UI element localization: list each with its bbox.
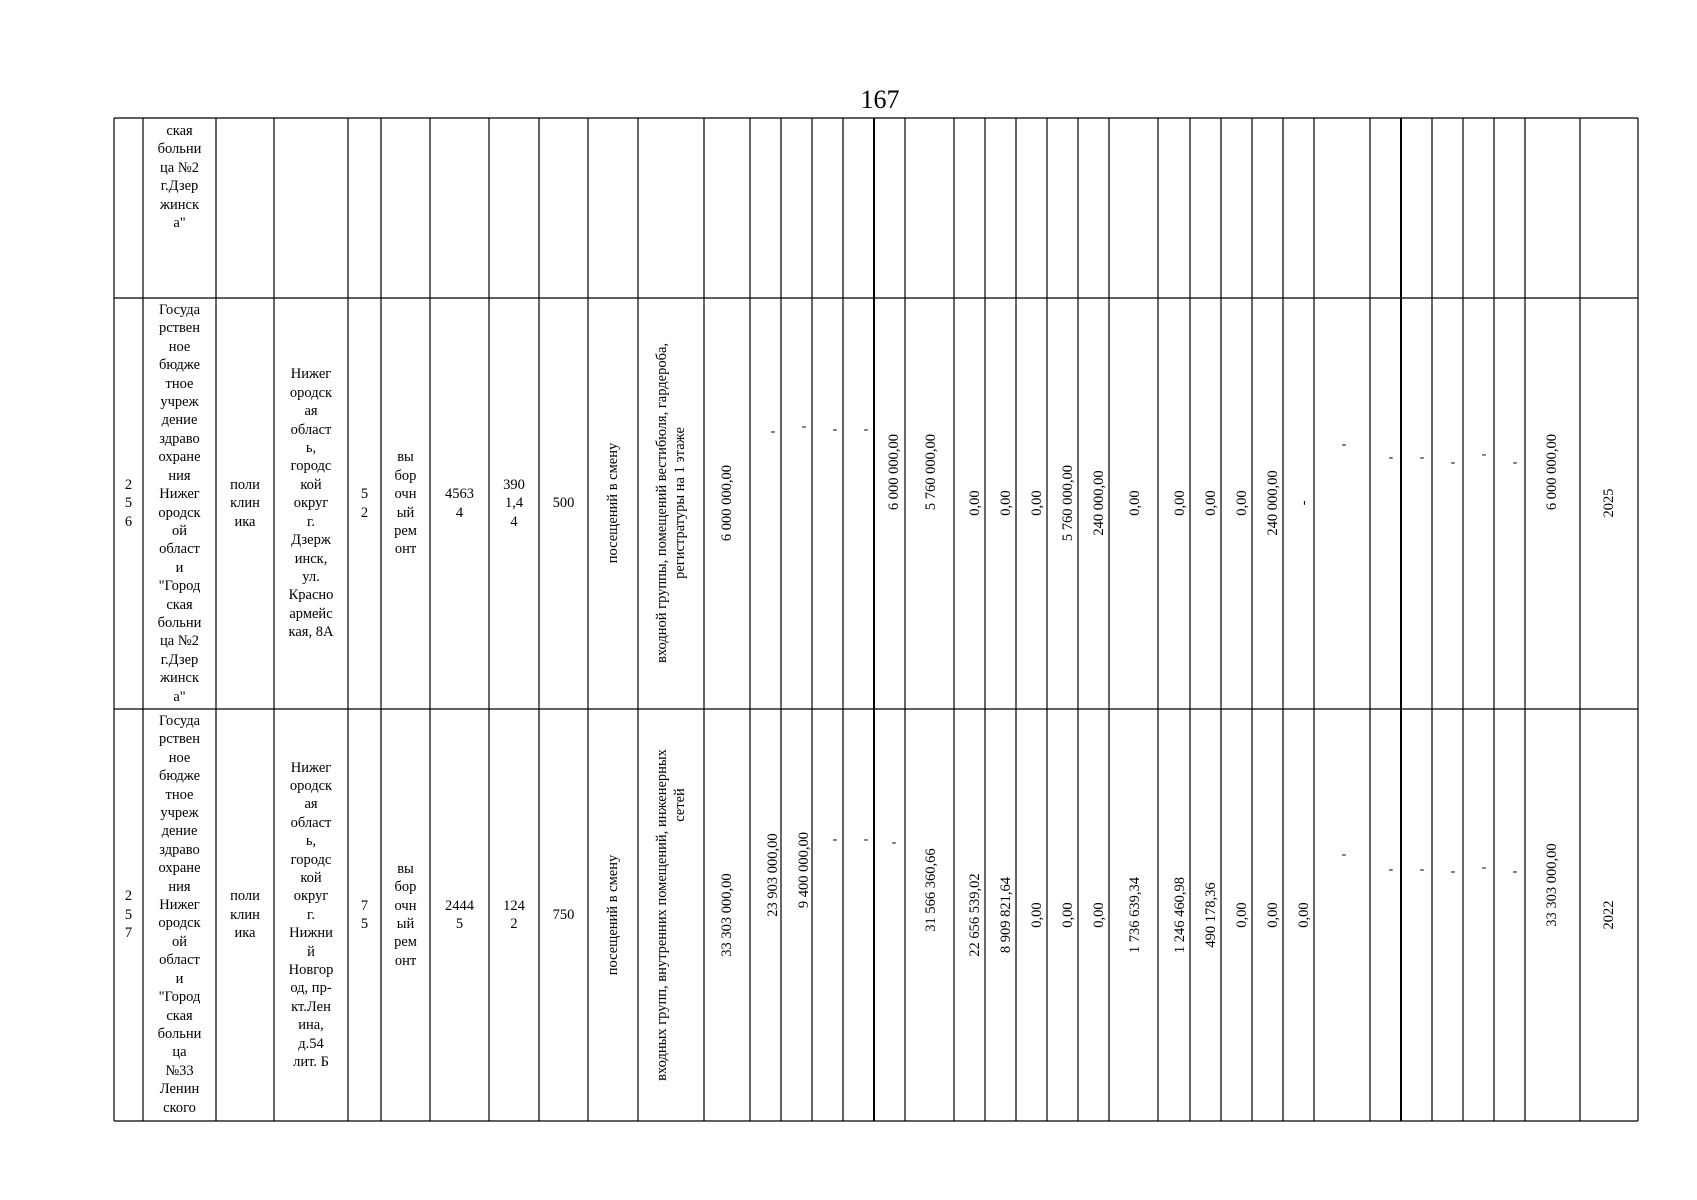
value-cell: - [1388, 862, 1394, 877]
repair-area: 124 2 [503, 897, 525, 932]
object-number: 7 5 [360, 897, 369, 932]
value-cell: 33 303 000,00 [1544, 843, 1560, 927]
address: Нижег ородск ая област ь, городс кой округ г. Нижни й Новгор од, пр- кт.Лен ина, д.54 лит. Б [288, 759, 334, 1071]
value-cell: - [1419, 450, 1425, 465]
value-cell: - [863, 422, 869, 437]
value-cell: 22 656 539,02 [967, 873, 983, 957]
capacity: 750 [552, 906, 575, 923]
value-cell: - [1341, 847, 1347, 862]
value-cell: - [1481, 860, 1487, 875]
object-type: поли клин ика [230, 888, 260, 942]
row-number: 2 5 7 [124, 888, 133, 942]
year: 2025 [1601, 488, 1617, 518]
value-cell: 0,00 [1234, 490, 1250, 516]
repair-area: 390 1,4 4 [503, 476, 525, 530]
value-cell: - [1512, 864, 1518, 879]
value-cell: 1 736 639,34 [1127, 876, 1143, 954]
value-cell: 9 400 000,00 [796, 831, 812, 909]
value-cell: 0,00 [1172, 490, 1188, 516]
value-cell: 1 246 460,98 [1172, 876, 1188, 954]
value-cell: 0,00 [998, 490, 1014, 516]
value-cell: 0,00 [1091, 902, 1107, 928]
value-cell: 6 000 000,00 [886, 433, 902, 511]
value-cell: 0,00 [1060, 902, 1076, 928]
value-cell: - [1512, 455, 1518, 470]
capacity: 500 [552, 495, 575, 512]
continued-institution-name: ская больни ца №2 г.Дзер жинск а" [157, 123, 202, 232]
value-cell: 0,00 [1029, 490, 1045, 516]
value-cell: - [832, 832, 838, 847]
value-cell: 6 000 000,00 [1544, 433, 1560, 511]
capacity-unit: посещений в смену [605, 442, 621, 564]
value-cell: 0,00 [967, 490, 983, 516]
address: Нижег ородск ая област ь, городс кой округ г. Дзерж инск, ул. Красно армейс кая, 8А [288, 366, 334, 641]
value-cell: 0,00 [1265, 902, 1281, 928]
value-cell: - [1296, 500, 1312, 506]
year: 2022 [1601, 900, 1617, 930]
value-cell: - [1450, 455, 1456, 470]
value-cell: - [1450, 864, 1456, 879]
value-cell: 0,00 [1296, 902, 1312, 928]
object-number: 5 2 [360, 486, 369, 521]
work-type: вы бор очн ый рем онт [394, 449, 417, 558]
value-cell: 0,00 [1203, 490, 1219, 516]
value-cell: 8 909 821,64 [998, 876, 1014, 954]
work-type: вы бор очн ый рем онт [394, 860, 417, 969]
works-description-line-1: входной группы, помещений вестибюля, гардероба, [654, 342, 670, 664]
total-cost: 33 303 000,00 [719, 873, 735, 957]
value-cell: - [891, 835, 897, 850]
value-cell: 490 178,36 [1203, 882, 1219, 948]
total-area: 4563 4 [445, 486, 474, 521]
value-cell: - [770, 424, 776, 439]
works-description-line-2: регистратуры на 1 этаже [672, 427, 688, 579]
value-cell: 0,00 [1029, 902, 1045, 928]
value-cell: - [1481, 447, 1487, 462]
value-cell: - [801, 419, 807, 434]
total-area: 2444 5 [445, 897, 474, 932]
institution-name: Госуда рствен ное бюдже тное учреж дение здраво охране ния Нижег ородск ой област и "Город ская больни ца №33 Ленин ского [157, 713, 202, 1116]
works-description-line-1: входных групп, внутренних помещений, инженерных [654, 749, 670, 1081]
value-cell: - [1341, 437, 1347, 452]
value-cell: - [863, 832, 869, 847]
value-cell: 240 000,00 [1091, 470, 1107, 536]
works-description-line-2: сетей [672, 788, 688, 822]
value-cell: 240 000,00 [1265, 470, 1281, 536]
page-number: 167 [860, 85, 900, 114]
value-cell: 0,00 [1127, 490, 1143, 516]
total-cost: 6 000 000,00 [719, 464, 735, 542]
capacity-unit: посещений в смену [605, 854, 621, 976]
institution-name: Госуда рствен ное бюдже тное учреж дение здраво охране ния Нижег ородск ой област и "Город ская больни ца №2 г.Дзер жинск а" [157, 302, 202, 705]
value-cell: - [832, 422, 838, 437]
value-cell: - [1419, 862, 1425, 877]
value-cell: 5 760 000,00 [1060, 464, 1076, 542]
value-cell: - [1388, 450, 1394, 465]
value-cell: 0,00 [1234, 902, 1250, 928]
object-type: поли клин ика [230, 476, 260, 530]
value-cell: 5 760 000,00 [923, 433, 939, 511]
value-cell: 23 903 000,00 [765, 833, 781, 917]
value-cell: 31 566 360,66 [923, 848, 939, 932]
row-number: 2 5 6 [124, 476, 133, 530]
